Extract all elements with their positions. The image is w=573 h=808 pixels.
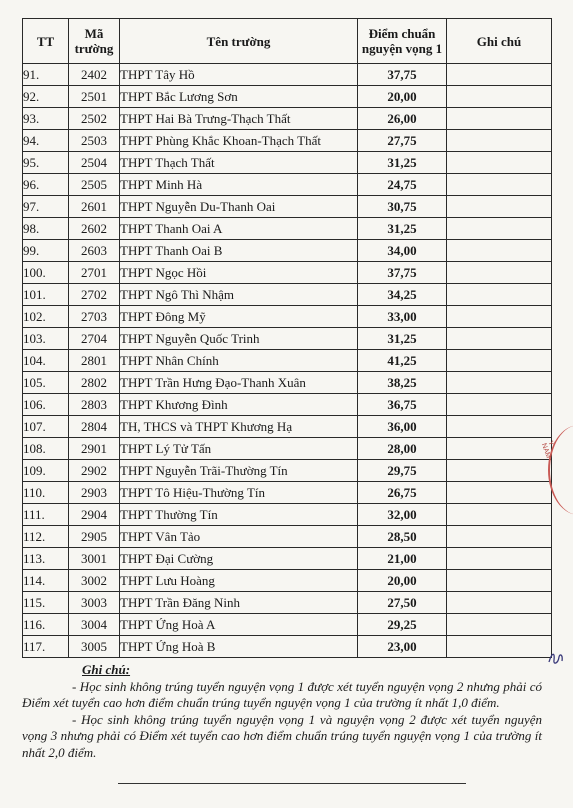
row-index: 93. xyxy=(23,108,69,130)
cutoff-score: 34,25 xyxy=(358,284,447,306)
school-code: 2502 xyxy=(69,108,120,130)
school-name: THPT Nguyễn Trãi-Thường Tín xyxy=(120,460,358,482)
table-row xyxy=(23,86,552,108)
row-index: 113. xyxy=(23,548,69,570)
cutoff-score: 23,00 xyxy=(358,636,447,658)
school-name: THPT Hai Bà Trưng-Thạch Thất xyxy=(120,108,358,130)
table-row xyxy=(23,438,552,460)
table-row xyxy=(23,614,552,636)
school-name: THPT Nguyễn Du-Thanh Oai xyxy=(120,196,358,218)
row-note xyxy=(447,306,552,328)
table-row xyxy=(23,416,552,438)
row-note xyxy=(447,328,552,350)
header-tt: TT xyxy=(23,19,69,64)
school-name: THPT Ứng Hoà B xyxy=(120,636,358,658)
row-index: 108. xyxy=(23,438,69,460)
table-row xyxy=(23,350,552,372)
row-note xyxy=(447,240,552,262)
school-code: 2704 xyxy=(69,328,120,350)
row-index: 103. xyxy=(23,328,69,350)
cutoff-score: 41,25 xyxy=(358,350,447,372)
table-row xyxy=(23,636,552,658)
row-index: 92. xyxy=(23,86,69,108)
row-index: 114. xyxy=(23,570,69,592)
school-name: THPT Đông Mỹ xyxy=(120,306,358,328)
initial-signature-icon xyxy=(546,650,566,668)
school-name: THPT Ngô Thì Nhậm xyxy=(120,284,358,306)
school-code: 3005 xyxy=(69,636,120,658)
row-index: 91. xyxy=(23,64,69,86)
row-note xyxy=(447,196,552,218)
table-row xyxy=(23,394,552,416)
cutoff-score: 31,25 xyxy=(358,152,447,174)
cutoff-score: 31,25 xyxy=(358,328,447,350)
table-row xyxy=(23,130,552,152)
note-line-1: - Học sinh không trúng tuyển nguyện vọng 1 được xét tuyển nguyện vọng 2 nhưng phải có Điểm xét tuyển cao hơn điểm chuẩn trúng tuyển nguyện vọng 1 của trường ít nhất 1,0 điểm. xyxy=(22,678,542,710)
school-code: 2504 xyxy=(69,152,120,174)
row-index: 100. xyxy=(23,262,69,284)
cutoff-score: 31,25 xyxy=(358,218,447,240)
row-note xyxy=(447,86,552,108)
school-name: THPT Trần Hưng Đạo-Thanh Xuân xyxy=(120,372,358,394)
header-note: Ghi chú xyxy=(447,19,552,64)
row-note xyxy=(447,284,552,306)
cutoff-score: 26,75 xyxy=(358,482,447,504)
cutoff-score: 26,00 xyxy=(358,108,447,130)
cutoff-score: 29,25 xyxy=(358,614,447,636)
row-note xyxy=(447,350,552,372)
header-school-name: Tên trường xyxy=(120,19,358,64)
school-name: THPT Minh Hà xyxy=(120,174,358,196)
table-row xyxy=(23,64,552,86)
row-index: 107. xyxy=(23,416,69,438)
school-code: 2703 xyxy=(69,306,120,328)
row-note xyxy=(447,526,552,548)
cutoff-score: 28,50 xyxy=(358,526,447,548)
table-body xyxy=(23,64,552,658)
row-note xyxy=(447,482,552,504)
school-name: THPT Thanh Oai A xyxy=(120,218,358,240)
school-code: 2905 xyxy=(69,526,120,548)
row-index: 111. xyxy=(23,504,69,526)
school-code: 2804 xyxy=(69,416,120,438)
school-name: THPT Ứng Hoà A xyxy=(120,614,358,636)
school-name: THPT Ngọc Hồi xyxy=(120,262,358,284)
school-name: THPT Thạch Thất xyxy=(120,152,358,174)
row-index: 101. xyxy=(23,284,69,306)
cutoff-score: 27,75 xyxy=(358,130,447,152)
school-name: THPT Vân Tảo xyxy=(120,526,358,548)
school-code: 2402 xyxy=(69,64,120,86)
cutoff-score: 20,00 xyxy=(358,570,447,592)
school-code: 2903 xyxy=(69,482,120,504)
school-name: THPT Phùng Khắc Khoan-Thạch Thất xyxy=(120,130,358,152)
row-note xyxy=(447,372,552,394)
table-row xyxy=(23,284,552,306)
row-index: 95. xyxy=(23,152,69,174)
cutoff-score: 28,00 xyxy=(358,438,447,460)
row-note xyxy=(447,108,552,130)
table-row xyxy=(23,592,552,614)
row-note xyxy=(447,174,552,196)
table-row xyxy=(23,240,552,262)
table-row xyxy=(23,570,552,592)
table-row xyxy=(23,196,552,218)
table-row xyxy=(23,548,552,570)
cutoff-score: 32,00 xyxy=(358,504,447,526)
row-note xyxy=(447,394,552,416)
school-code: 2901 xyxy=(69,438,120,460)
row-note xyxy=(447,152,552,174)
table-row xyxy=(23,460,552,482)
table-row xyxy=(23,108,552,130)
row-index: 117. xyxy=(23,636,69,658)
school-name: THPT Nguyễn Quốc Trinh xyxy=(120,328,358,350)
row-index: 102. xyxy=(23,306,69,328)
table-row xyxy=(23,174,552,196)
table-row xyxy=(23,262,552,284)
notes-section xyxy=(22,662,542,761)
row-index: 96. xyxy=(23,174,69,196)
school-name: TH, THCS và THPT Khương Hạ xyxy=(120,416,358,438)
row-index: 116. xyxy=(23,614,69,636)
cutoff-score: 20,00 xyxy=(358,86,447,108)
cutoff-score: 21,00 xyxy=(358,548,447,570)
row-note xyxy=(447,438,552,460)
school-code: 2702 xyxy=(69,284,120,306)
row-note xyxy=(447,416,552,438)
school-name: THPT Lưu Hoàng xyxy=(120,570,358,592)
row-note xyxy=(447,570,552,592)
school-code: 2802 xyxy=(69,372,120,394)
school-code: 2603 xyxy=(69,240,120,262)
row-note xyxy=(447,636,552,658)
row-note xyxy=(447,548,552,570)
cutoff-score: 36,75 xyxy=(358,394,447,416)
row-note xyxy=(447,262,552,284)
school-name: THPT Tô Hiệu-Thường Tín xyxy=(120,482,358,504)
school-code: 2801 xyxy=(69,350,120,372)
cutoff-score: 37,75 xyxy=(358,64,447,86)
cutoff-score: 34,00 xyxy=(358,240,447,262)
school-name: THPT Tây Hồ xyxy=(120,64,358,86)
school-code: 2902 xyxy=(69,460,120,482)
row-note xyxy=(447,130,552,152)
cutoff-score: 33,00 xyxy=(358,306,447,328)
row-index: 98. xyxy=(23,218,69,240)
cutoff-score: 24,75 xyxy=(358,174,447,196)
seal-text: Ý NAM xyxy=(539,440,555,460)
school-code: 2803 xyxy=(69,394,120,416)
cutoff-score: 37,75 xyxy=(358,262,447,284)
school-name: THPT Đại Cường xyxy=(120,548,358,570)
row-index: 106. xyxy=(23,394,69,416)
row-index: 94. xyxy=(23,130,69,152)
cutoff-score: 36,00 xyxy=(358,416,447,438)
school-name: THPT Thanh Oai B xyxy=(120,240,358,262)
row-index: 110. xyxy=(23,482,69,504)
school-code: 3002 xyxy=(69,570,120,592)
table-row xyxy=(23,306,552,328)
table-row xyxy=(23,504,552,526)
cutoff-score: 38,25 xyxy=(358,372,447,394)
school-name: THPT Khương Đình xyxy=(120,394,358,416)
school-code: 2602 xyxy=(69,218,120,240)
row-note xyxy=(447,64,552,86)
school-name: THPT Bắc Lương Sơn xyxy=(120,86,358,108)
row-note xyxy=(447,592,552,614)
closing-divider xyxy=(118,783,466,784)
cutoff-score: 30,75 xyxy=(358,196,447,218)
school-code: 2601 xyxy=(69,196,120,218)
table-row xyxy=(23,372,552,394)
row-index: 115. xyxy=(23,592,69,614)
table-row xyxy=(23,482,552,504)
school-code: 2701 xyxy=(69,262,120,284)
admission-score-table xyxy=(22,18,552,658)
row-index: 104. xyxy=(23,350,69,372)
notes-title: Ghi chú: xyxy=(82,662,131,677)
row-index: 99. xyxy=(23,240,69,262)
school-code: 3001 xyxy=(69,548,120,570)
row-index: 97. xyxy=(23,196,69,218)
note-line-2: - Học sinh không trúng tuyển nguyện vọng 1 và nguyện vọng 2 được xét tuyển nguyện vọng 3 nhưng phải có Điểm xét tuyển cao hơn điểm chuẩn trúng tuyển nguyện vọng 1 của trường ít nhất 2,0 điểm. xyxy=(22,711,542,760)
table-row xyxy=(23,526,552,548)
school-code: 2503 xyxy=(69,130,120,152)
table-row xyxy=(23,328,552,350)
school-code: 3004 xyxy=(69,614,120,636)
school-code: 2501 xyxy=(69,86,120,108)
cutoff-score: 27,50 xyxy=(358,592,447,614)
school-name: THPT Nhân Chính xyxy=(120,350,358,372)
table-header-row xyxy=(23,19,552,64)
school-name: THPT Thường Tín xyxy=(120,504,358,526)
header-score: Điểm chuẩn nguyện vọng 1 xyxy=(358,19,447,64)
row-note xyxy=(447,614,552,636)
header-school-code: Mã trường xyxy=(69,19,120,64)
row-index: 105. xyxy=(23,372,69,394)
school-name: THPT Trần Đăng Ninh xyxy=(120,592,358,614)
table-row xyxy=(23,152,552,174)
cutoff-score: 29,75 xyxy=(358,460,447,482)
school-code: 2505 xyxy=(69,174,120,196)
row-index: 109. xyxy=(23,460,69,482)
school-code: 3003 xyxy=(69,592,120,614)
school-code: 2904 xyxy=(69,504,120,526)
row-note xyxy=(447,504,552,526)
table-row xyxy=(23,218,552,240)
school-name: THPT Lý Tử Tấn xyxy=(120,438,358,460)
row-note xyxy=(447,218,552,240)
row-note xyxy=(447,460,552,482)
row-index: 112. xyxy=(23,526,69,548)
